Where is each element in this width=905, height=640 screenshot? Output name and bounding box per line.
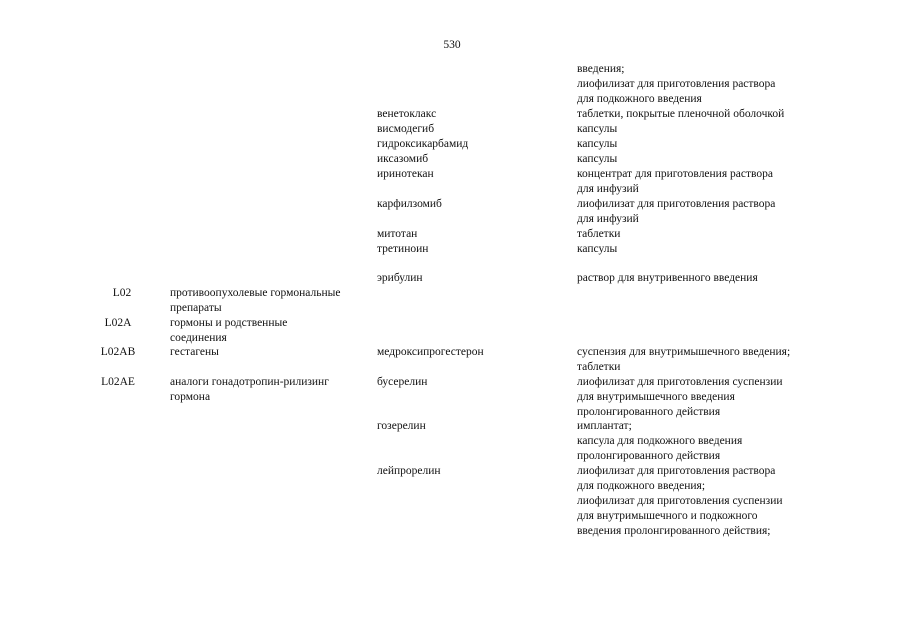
dosage-form-line: лиофилизат для приготовления суспензии xyxy=(577,495,783,507)
drug-name: висмодегиб xyxy=(377,123,435,135)
drug-name: гозерелин xyxy=(377,420,426,432)
drug-name: гидроксикарбамид xyxy=(377,138,469,150)
dosage-form xyxy=(577,167,817,197)
group-line: соединения xyxy=(170,332,227,344)
dosage-form xyxy=(577,107,817,122)
drug-name: иксазомиб xyxy=(377,153,429,165)
dosage-form xyxy=(577,137,817,152)
anatomical-group xyxy=(170,316,370,346)
dosage-form-line: таблетки, покрытые пленочной оболочкой xyxy=(577,108,785,120)
dosage-form-line: для внутримышечного введения xyxy=(577,391,735,403)
anatomical-group xyxy=(170,375,370,405)
dosage-form-line: лиофилизат для приготовления суспензии xyxy=(577,376,783,388)
dosage-form-line: имплантат; xyxy=(577,420,632,432)
dosage-form-line: для подкожного введения xyxy=(577,93,702,105)
dosage-form-line: раствор для внутривенного введения xyxy=(577,272,758,284)
dosage-form-line: лиофилизат для приготовления раствора xyxy=(577,78,776,90)
drug-name: венетоклакс xyxy=(377,108,437,120)
drug-name: бусерелин xyxy=(377,376,428,388)
group-line: гормоны и родственные xyxy=(170,317,288,329)
group-line: гестагены xyxy=(170,346,219,358)
drug-name: митотан xyxy=(377,228,418,240)
dosage-form-line: капсулы xyxy=(577,138,618,150)
dosage-form xyxy=(577,271,817,286)
drug-name: карфилзомиб xyxy=(377,198,442,210)
dosage-form-line: таблетки xyxy=(577,361,621,373)
dosage-form-line: введения пролонгированного действия; xyxy=(577,525,771,537)
drug-name: медроксипрогестерон xyxy=(377,346,484,358)
group-line: аналоги гонадотропин-рилизинг xyxy=(170,376,329,388)
dosage-form-line: введения; xyxy=(577,63,625,75)
group-line: гормона xyxy=(170,391,211,403)
dosage-form-line: капсулы xyxy=(577,243,618,255)
dosage-form-line: таблетки xyxy=(577,228,621,240)
group-line: препараты xyxy=(170,302,222,314)
page-number: 530 xyxy=(443,39,461,51)
dosage-form xyxy=(577,152,817,167)
dosage-form xyxy=(577,345,817,375)
dosage-form-line: пролонгированного действия xyxy=(577,450,721,462)
anatomical-group xyxy=(170,286,370,316)
dosage-form xyxy=(577,375,817,420)
dosage-form xyxy=(577,197,817,227)
drug-name: иринотекан xyxy=(377,168,434,180)
dosage-form xyxy=(577,122,817,137)
dosage-form-line: суспензия для внутримышечного введения; xyxy=(577,346,791,358)
anatomical-group xyxy=(170,345,370,360)
dosage-form-line: концентрат для приготовления раствора xyxy=(577,168,773,180)
dosage-form xyxy=(577,464,817,539)
dosage-form-line: лиофилизат для приготовления раствора xyxy=(577,465,776,477)
dosage-form-line: для инфузий xyxy=(577,213,639,225)
atc-code: L02 xyxy=(112,287,132,299)
drug-name: эрибулин xyxy=(377,272,423,284)
dosage-form xyxy=(577,419,817,464)
atc-code: L02AB xyxy=(100,346,136,358)
dosage-form-line: для инфузий xyxy=(577,183,639,195)
dosage-form-line: капсула для подкожного введения xyxy=(577,435,743,447)
dosage-form xyxy=(577,242,817,257)
atc-code: L02A xyxy=(104,317,132,329)
dosage-form-line: для внутримышечного и подкожного xyxy=(577,510,758,522)
dosage-form-line: для подкожного введения; xyxy=(577,480,706,492)
group-line: противоопухолевые гормональные xyxy=(170,287,341,299)
dosage-form-line: капсулы xyxy=(577,153,618,165)
drug-name: лейпрорелин xyxy=(377,465,441,477)
drug-name: третиноин xyxy=(377,243,429,255)
dosage-form xyxy=(577,62,817,107)
dosage-form-line: капсулы xyxy=(577,123,618,135)
dosage-form xyxy=(577,227,817,242)
dosage-form-line: пролонгированного действия xyxy=(577,406,721,418)
dosage-form-line: лиофилизат для приготовления раствора xyxy=(577,198,776,210)
atc-code: L02AE xyxy=(101,376,135,388)
